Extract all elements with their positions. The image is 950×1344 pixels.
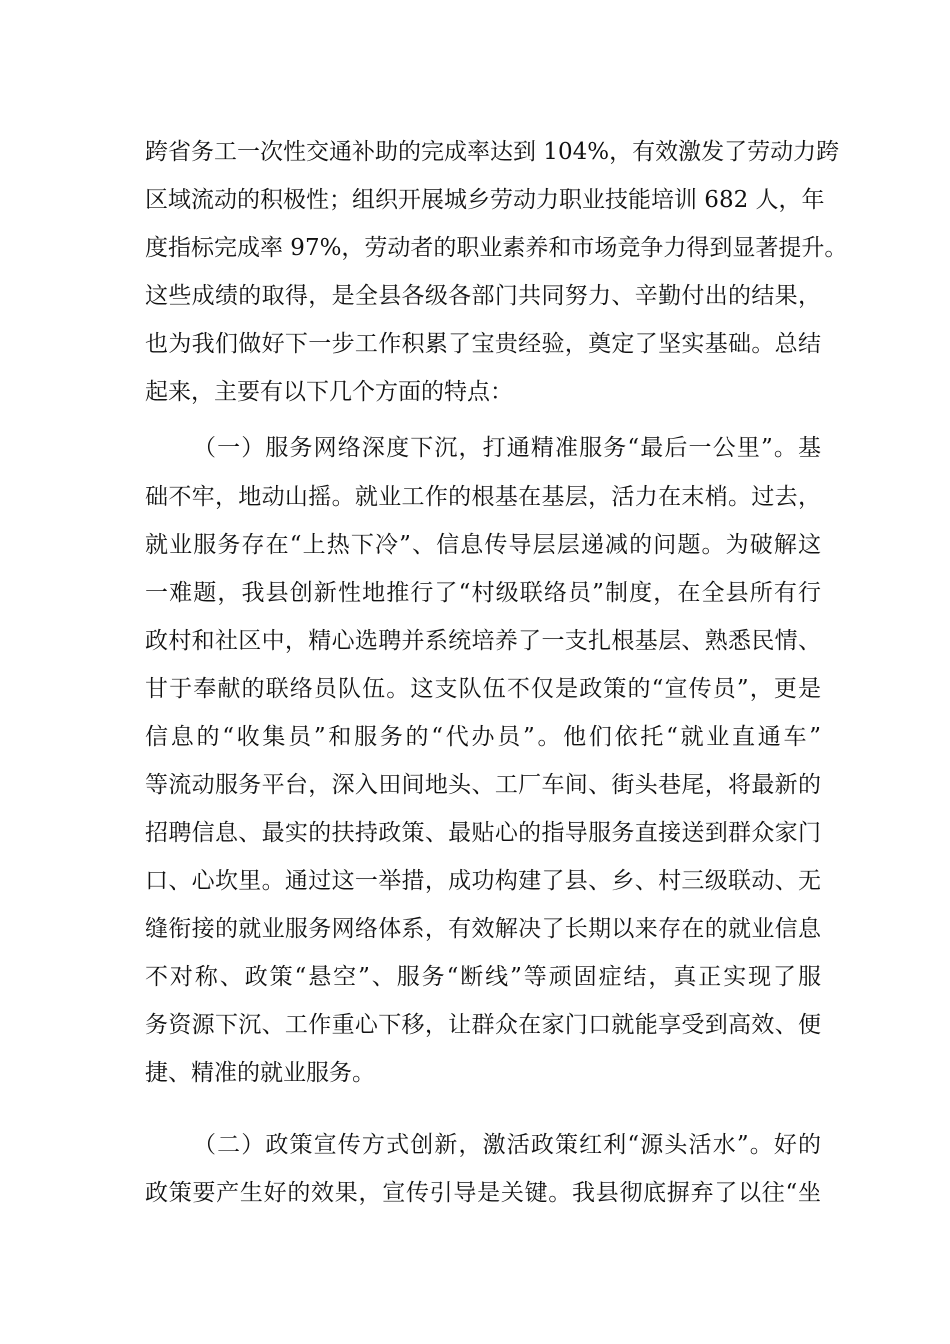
- text-line: 政村和社区中，精心选聘并系统培养了一支扎根基层、熟悉民情、: [145, 628, 821, 654]
- text-line: 口、心坎里。通过这一举措，成功构建了县、乡、村三级联动、无: [145, 868, 821, 894]
- text-line: 招聘信息、最实的扶持政策、最贴心的指导服务直接送到群众家门: [145, 820, 821, 846]
- text-line: 务资源下沉、工作重心下移，让群众在家门口就能享受到高效、便: [145, 1012, 821, 1038]
- text-line: 不对称、政策“悬空”、服务“断线”等顽固症结，真正实现了服: [145, 964, 821, 990]
- text-line: 起来，主要有以下几个方面的特点：: [145, 379, 513, 405]
- text-line: 度指标完成率 97%，劳动者的职业素养和市场竞争力得到显著提升。: [145, 235, 848, 261]
- text-line: 跨省务工一次性交通补助的完成率达到 104%，有效激发了劳动力跨: [145, 139, 840, 165]
- text-line: 区域流动的积极性；组织开展城乡劳动力职业技能培训 682 人，年: [145, 187, 825, 213]
- text-line: 也为我们做好下一步工作积累了宝贵经验，奠定了坚实基础。总结: [145, 331, 821, 357]
- text-line: 缝衔接的就业服务网络体系，有效解决了长期以来存在的就业信息: [145, 916, 821, 942]
- text-line: 础不牢，地动山摇。就业工作的根基在基层，活力在末梢。过去，: [145, 484, 821, 510]
- text-line: 捷、精准的就业服务。: [145, 1060, 375, 1086]
- text-line: 政策要产生好的效果，宣传引导是关键。我县彻底摒弃了以往“坐: [145, 1180, 821, 1206]
- text-line: 信息的“收集员”和服务的“代办员”。他们依托“就业直通车”: [145, 724, 821, 750]
- text-line: 等流动服务平台，深入田间地头、工厂车间、街头巷尾，将最新的: [145, 772, 821, 798]
- text-line: 就业服务存在“上热下冷”、信息传导层层递减的问题。为破解这: [145, 532, 821, 558]
- section-heading-line: （一）服务网络深度下沉，打通精准服务“最后一公里”。基: [193, 435, 821, 461]
- text-line: 一难题，我县创新性地推行了“村级联络员”制度，在全县所有行: [145, 580, 821, 606]
- text-line: 这些成绩的取得，是全县各级各部门共同努力、辛勤付出的结果，: [145, 283, 821, 309]
- section-heading-line: （二）政策宣传方式创新，激活政策红利“源头活水”。好的: [193, 1132, 821, 1158]
- text-line: 甘于奉献的联络员队伍。这支队伍不仅是政策的“宣传员”，更是: [145, 676, 821, 702]
